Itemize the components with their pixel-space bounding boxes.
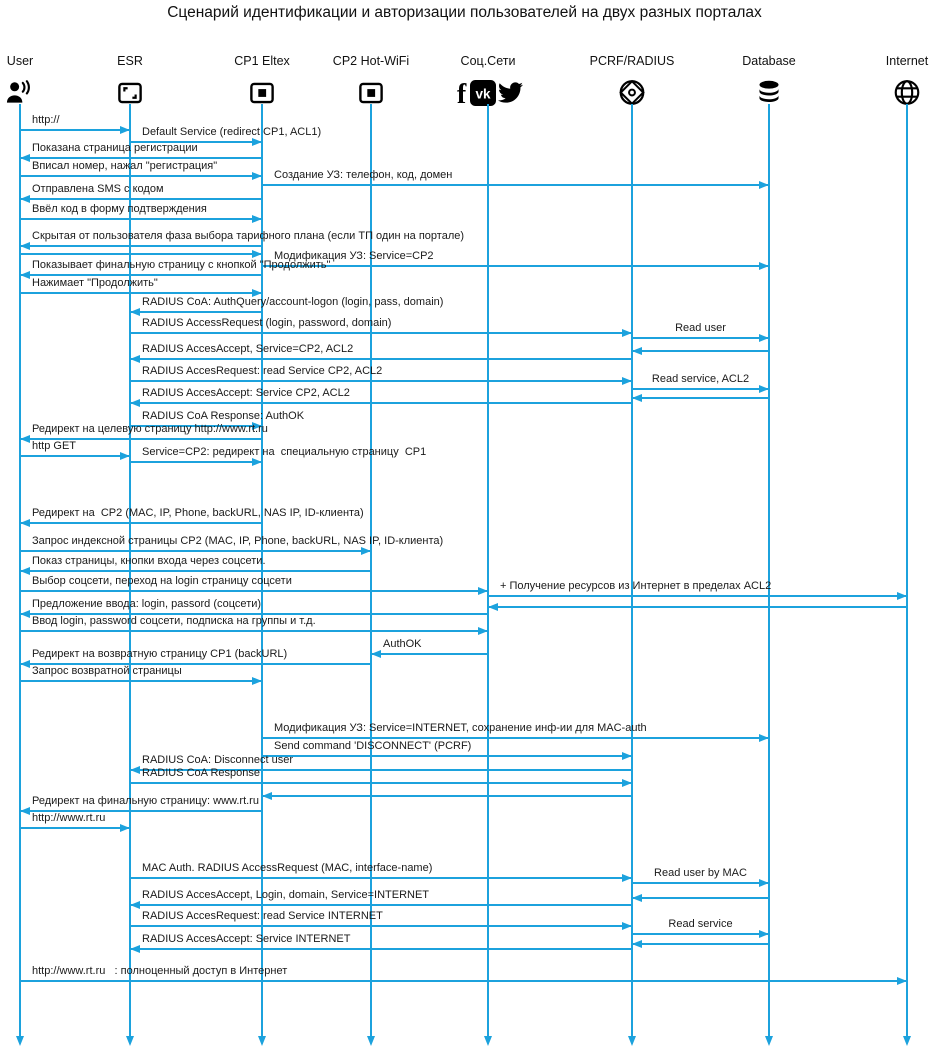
- message-line: [632, 897, 769, 899]
- message-line: [130, 311, 262, 313]
- message-line: [262, 795, 632, 797]
- message-arrowhead: [632, 347, 642, 355]
- message-arrowhead: [632, 394, 642, 402]
- router-frame-icon: [117, 80, 143, 106]
- message-line: [20, 630, 488, 632]
- message-label: Вписал номер, нажал "регистрация": [32, 160, 218, 172]
- message-line: [632, 350, 769, 352]
- message-label: Редирект на целевую страницу http://www.rt.ru: [32, 423, 268, 435]
- message-label: Модификация УЗ: Service=INTERNET, сохранение инф-ии для MAC-auth: [274, 722, 647, 734]
- message-label: Service=CP2: редирект на специальную страницу CP1: [142, 446, 427, 458]
- message-arrowhead: [20, 435, 30, 443]
- lifeline-internet: [906, 104, 908, 1036]
- message-label: Read user: [675, 322, 726, 334]
- message-arrowhead: [20, 154, 30, 162]
- message-label: Нажимает "Продолжить": [32, 277, 158, 289]
- message-line: [20, 175, 262, 177]
- message-line: [20, 253, 262, 255]
- message-line: [20, 129, 130, 131]
- globe-icon: [894, 79, 921, 106]
- actor-label-pcrf: PCRF/RADIUS: [589, 54, 675, 68]
- message-arrowhead: [897, 592, 907, 600]
- message-arrowhead: [252, 215, 262, 223]
- message-line: [632, 337, 769, 339]
- message-line: [262, 265, 769, 267]
- message-arrowhead: [478, 627, 488, 635]
- message-label: AuthOK: [383, 638, 422, 650]
- message-label: Редирект на финальную страницу: www.rt.ru: [32, 795, 259, 807]
- message-label: Редирект на возвратную страницу CP1 (backURL): [32, 648, 288, 660]
- message-label: Показывает финальную страницу с кнопкой "Продолжить": [32, 259, 331, 271]
- message-arrowhead: [130, 766, 140, 774]
- message-line: [20, 292, 262, 294]
- message-line: [488, 606, 907, 608]
- message-arrowhead: [632, 940, 642, 948]
- actor-icon-group-cp1: [249, 79, 275, 106]
- message-line: [20, 827, 130, 829]
- message-label: Запрос возвратной страницы: [32, 665, 182, 677]
- message-line: [130, 358, 632, 360]
- facebook-icon: [453, 80, 468, 105]
- message-label: RADIUS AccessRequest (login, password, domain): [142, 317, 392, 329]
- message-line: [20, 455, 130, 457]
- message-label: Модификация УЗ: Service=CP2: [274, 250, 434, 262]
- message-label: + Получение ресурсов из Интернет в пределах ACL2: [500, 580, 772, 592]
- message-arrowhead: [759, 334, 769, 342]
- message-arrowhead: [252, 250, 262, 258]
- message-label: Read service, ACL2: [651, 373, 750, 385]
- actor-label-cp2: CP2 Hot-WiFi: [332, 54, 410, 68]
- message-arrowhead: [20, 271, 30, 279]
- captive-portal-icon: [358, 80, 384, 106]
- message-line: [20, 550, 371, 552]
- database-icon: [756, 79, 782, 106]
- message-label: RADIUS CoA: Disconnect user: [142, 754, 293, 766]
- actor-icon-group-internet: [894, 79, 921, 106]
- message-line: [20, 980, 907, 982]
- message-arrowhead: [20, 610, 30, 618]
- message-label: RADIUS CoA Response: [142, 767, 260, 779]
- message-label: http GET: [32, 440, 77, 452]
- lifeline-arrowhead-cp2: [367, 1036, 375, 1046]
- message-arrowhead: [120, 452, 130, 460]
- diagram-title: Сценарий идентификации и авторизации пользователей на двух разных порталах: [167, 4, 762, 21]
- message-label: Показ страницы, кнопки входа через соцсети.: [32, 555, 266, 567]
- message-label: RADIUS AccesRequest: read Service INTERNET: [142, 910, 383, 922]
- message-label: Send command 'DISCONNECT' (PCRF): [274, 740, 472, 752]
- message-label: Read user by MAC: [654, 867, 747, 879]
- message-arrowhead: [120, 126, 130, 134]
- message-label: RADIUS AccesAccept: Service INTERNET: [142, 933, 351, 945]
- actor-label-cp1: CP1 Eltex: [234, 54, 290, 68]
- lifeline-arrowhead-esr: [126, 1036, 134, 1046]
- message-arrowhead: [371, 650, 381, 658]
- lifeline-arrowhead-internet: [903, 1036, 911, 1046]
- message-label: Ввёл код в форму подтверждения: [32, 203, 207, 215]
- message-line: [20, 680, 262, 682]
- message-label: http://www.rt.ru : полноценный доступ в Интернет: [32, 965, 288, 977]
- message-line: [488, 595, 907, 597]
- message-arrowhead: [252, 172, 262, 180]
- message-label: Ввод login, password соцсети, подписка на группы и т.д.: [32, 615, 316, 627]
- message-arrowhead: [20, 660, 30, 668]
- message-label: Default Service (redirect CP1, ACL1): [142, 126, 322, 138]
- message-line: [130, 332, 632, 334]
- actor-label-internet: Internet: [885, 54, 929, 68]
- twitter-icon: [498, 80, 523, 105]
- actor-icon-group-esr: [117, 79, 143, 106]
- message-arrowhead: [897, 977, 907, 985]
- message-label: http://www.rt.ru: [32, 812, 106, 824]
- message-line: [130, 904, 632, 906]
- message-label: RADIUS AccesAccept, Login, domain, Service=INTERNET: [142, 889, 430, 901]
- svg-text:f: f: [456, 80, 467, 105]
- message-line: [130, 380, 632, 382]
- message-label: Read service: [668, 918, 733, 930]
- message-line: [632, 388, 769, 390]
- message-line: [262, 755, 632, 757]
- message-arrowhead: [130, 308, 140, 316]
- actor-label-user: User: [6, 54, 34, 68]
- message-arrowhead: [622, 922, 632, 930]
- message-arrowhead: [20, 519, 30, 527]
- message-line: [371, 653, 488, 655]
- message-label: Выбор соцсети, переход на login страницу соцсети: [32, 575, 292, 587]
- message-line: [632, 882, 769, 884]
- message-arrowhead: [120, 824, 130, 832]
- message-label: RADIUS AccesAccept, Service=CP2, ACL2: [142, 343, 354, 355]
- actor-label-social: Соц.Сети: [460, 54, 516, 68]
- message-label: Предложение ввода: login, passord (соцсети): [32, 598, 262, 610]
- radius-hub-icon: [619, 79, 646, 106]
- actor-icon-group-cp2: [358, 79, 384, 106]
- actor-icon-group-user: [5, 79, 35, 106]
- message-arrowhead: [632, 894, 642, 902]
- message-line: [130, 461, 262, 463]
- lifeline-arrowhead-cp1: [258, 1036, 266, 1046]
- message-line: [20, 218, 262, 220]
- captive-portal-icon: [249, 80, 275, 106]
- message-arrowhead: [759, 930, 769, 938]
- message-arrowhead: [622, 779, 632, 787]
- message-arrowhead: [20, 807, 30, 815]
- message-line: [632, 397, 769, 399]
- message-arrowhead: [759, 262, 769, 270]
- lifeline-arrowhead-social: [484, 1036, 492, 1046]
- message-arrowhead: [20, 242, 30, 250]
- message-line: [20, 198, 262, 200]
- message-label: MAC Auth. RADIUS AccessRequest (MAC, interface-name): [142, 862, 433, 874]
- message-label: Показана страница регистрации: [32, 142, 198, 154]
- message-arrowhead: [252, 677, 262, 685]
- message-arrowhead: [130, 945, 140, 953]
- message-label: RADIUS CoA: AuthQuery/account-logon (login, pass, domain): [142, 296, 444, 308]
- message-label: Создание УЗ: телефон, код, домен: [274, 169, 453, 181]
- message-arrowhead: [759, 385, 769, 393]
- message-arrowhead: [262, 792, 272, 800]
- message-arrowhead: [622, 329, 632, 337]
- message-line: [20, 245, 262, 247]
- message-label: Запрос индексной страницы CP2 (MAC, IP, Phone, backURL, NAS IP, ID-клиента): [32, 535, 444, 547]
- message-arrowhead: [478, 587, 488, 595]
- message-label: RADIUS AccesAccept: Service CP2, ACL2: [142, 387, 350, 399]
- message-label: Отправлена SMS с кодом: [32, 183, 164, 195]
- svg-text:vk: vk: [475, 85, 491, 101]
- message-arrowhead: [759, 181, 769, 189]
- message-line: [130, 948, 632, 950]
- message-arrowhead: [20, 567, 30, 575]
- message-line: [20, 590, 488, 592]
- message-line: [130, 877, 632, 879]
- message-arrowhead: [130, 399, 140, 407]
- message-line: [130, 782, 632, 784]
- lifeline-arrowhead-pcrf: [628, 1036, 636, 1046]
- message-label: RADIUS CoA Response: AuthOK: [142, 410, 305, 422]
- message-line: [632, 933, 769, 935]
- message-label: Редирект на CP2 (MAC, IP, Phone, backURL, NAS IP, ID-клиента): [32, 507, 364, 519]
- message-line: [130, 402, 632, 404]
- message-arrowhead: [130, 901, 140, 909]
- message-line: [130, 925, 632, 927]
- message-label: Скрытая от пользователя фаза выбора тарифного плана (если ТП один на портале): [32, 230, 465, 242]
- vk-icon: [470, 80, 496, 106]
- actor-icon-group-pcrf: [619, 79, 646, 106]
- actor-icon-group-db: [756, 79, 782, 106]
- message-arrowhead: [488, 603, 498, 611]
- message-line: [262, 184, 769, 186]
- message-label: RADIUS AccesRequest: read Service CP2, ACL2: [142, 365, 383, 377]
- message-line: [632, 943, 769, 945]
- actor-label-db: Database: [742, 54, 796, 68]
- message-arrowhead: [759, 879, 769, 887]
- message-arrowhead: [622, 752, 632, 760]
- message-line: [20, 522, 262, 524]
- message-arrowhead: [622, 377, 632, 385]
- lifeline-arrowhead-user: [16, 1036, 24, 1046]
- user-speaking-icon: [5, 80, 35, 106]
- lifeline-arrowhead-db: [765, 1036, 773, 1046]
- lifeline-social: [487, 104, 489, 1036]
- message-arrowhead: [622, 874, 632, 882]
- message-arrowhead: [759, 734, 769, 742]
- message-arrowhead: [20, 195, 30, 203]
- message-line: [20, 570, 371, 572]
- actor-label-esr: ESR: [117, 54, 143, 68]
- message-label: http://: [32, 114, 60, 126]
- actor-icon-group-social: [453, 79, 523, 106]
- message-arrowhead: [130, 355, 140, 363]
